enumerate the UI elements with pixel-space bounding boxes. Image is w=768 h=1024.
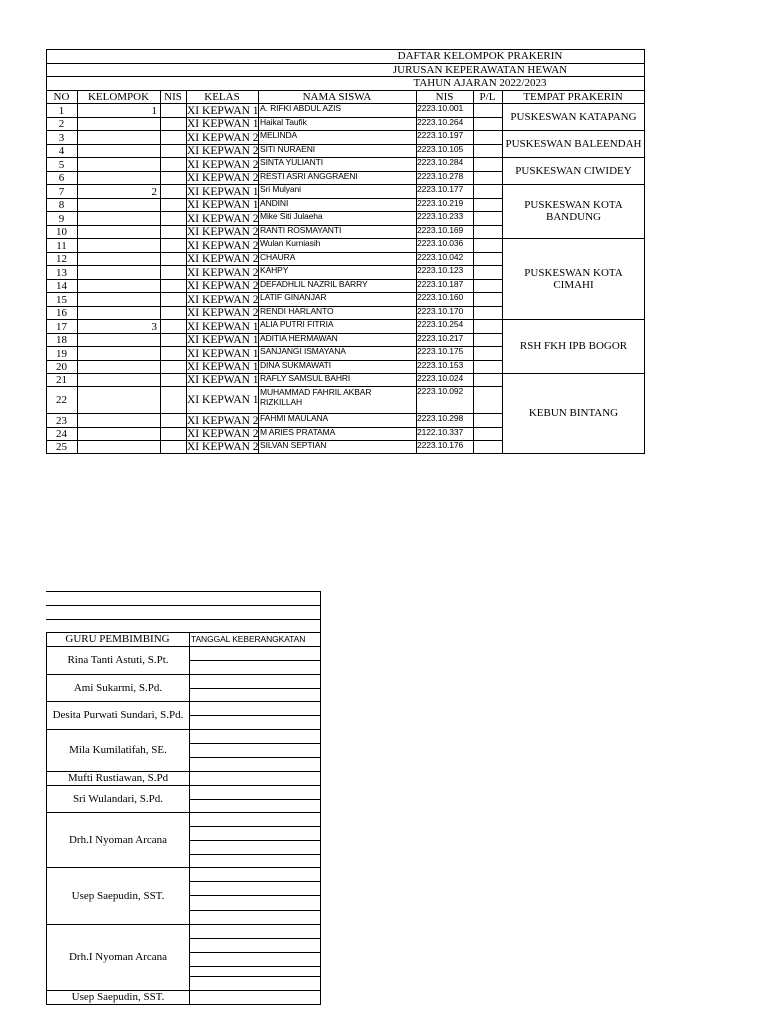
row-nis: 2223.10.233 xyxy=(417,211,464,221)
guru-name: Sri Wulandari, S.Pd. xyxy=(72,792,164,805)
row-no: 10 xyxy=(56,226,67,238)
grid-line xyxy=(644,49,645,454)
row-kelas: XI KEPWAN 1 xyxy=(187,118,259,130)
row-nama: Wulan Kurniasih xyxy=(260,238,321,248)
row-nama: KAHPY xyxy=(260,265,289,275)
row-nama: RENDI HARLANTO xyxy=(260,306,334,316)
row-nama: ADITIA HERMAWAN xyxy=(260,333,338,343)
row-nis: 2223.10.042 xyxy=(417,252,464,262)
row-nis: 2223.10.123 xyxy=(417,265,464,275)
row-kelas: XI KEPWAN 1 xyxy=(187,394,259,406)
grid-line xyxy=(46,591,321,592)
place-cell xyxy=(503,103,644,130)
guru-name: Mufti Rustiawan, S.Pd xyxy=(67,772,169,784)
row-kelas: XI KEPWAN 2 xyxy=(187,240,259,252)
row-no: 15 xyxy=(56,294,67,306)
guru-name: Drh.I Nyoman Arcana xyxy=(68,833,168,846)
row-kelas: XI KEPWAN 2 xyxy=(187,428,259,440)
row-nama: DINA SUKMAWATI xyxy=(260,360,332,370)
row-nis: 2223.10.264 xyxy=(417,117,464,127)
row-nis: 2223.10.176 xyxy=(417,440,464,450)
row-kelas: XI KEPWAN 1 xyxy=(187,348,259,360)
row-nama: Mike Siti Julaeha xyxy=(260,211,323,221)
row-no: 25 xyxy=(56,441,67,453)
guru-name: Drh.I Nyoman Arcana xyxy=(68,951,168,963)
row-nama: SANJANGI ISMAYANA xyxy=(260,346,346,356)
row-no: 4 xyxy=(58,145,65,157)
row-nis: 2223.10.187 xyxy=(417,279,464,289)
row-nis: 2223.10.177 xyxy=(417,184,464,194)
tanggal-header: TANGGAL KEBERANGKATAN xyxy=(191,634,306,644)
place-cell xyxy=(503,130,644,157)
row-nama: CHAURA xyxy=(260,252,296,262)
grid-line xyxy=(189,688,321,689)
row-no: 1 xyxy=(58,105,65,117)
row-nama: M ARIES PRATAMA xyxy=(260,427,336,437)
row-nama: MELINDA xyxy=(260,130,298,140)
row-kelas: XI KEPWAN 1 xyxy=(187,186,259,198)
row-no: 11 xyxy=(56,240,67,252)
row-nis: 2223.10.284 xyxy=(417,157,464,167)
row-no: 20 xyxy=(56,361,67,373)
row-no: 6 xyxy=(58,172,65,184)
row-kelas: XI KEPWAN 2 xyxy=(187,267,259,279)
grid-line xyxy=(189,799,321,800)
row-nis: 2223.10.278 xyxy=(417,171,464,181)
sheet-title: DAFTAR KELOMPOK PRAKERIN xyxy=(397,50,563,62)
row-kelas: XI KEPWAN 2 xyxy=(187,307,259,319)
row-kelas: XI KEPWAN 1 xyxy=(187,334,259,346)
grid-line xyxy=(46,453,503,454)
col-header-nama: NAMA SISWA xyxy=(302,91,372,103)
row-nis: 2223.10.105 xyxy=(417,144,464,154)
row-kelas: XI KEPWAN 2 xyxy=(187,159,259,171)
place-cell xyxy=(503,319,644,373)
grid-line xyxy=(189,952,321,953)
grid-line xyxy=(189,881,321,882)
row-nis: 2223.10.160 xyxy=(417,292,464,302)
col-header-kelompok: KELOMPOK xyxy=(87,91,150,103)
row-no: 19 xyxy=(56,348,67,360)
grid-line xyxy=(189,660,321,661)
row-kelas: XI KEPWAN 1 xyxy=(187,321,259,333)
grid-line xyxy=(46,76,645,77)
col-header-no: NO xyxy=(53,91,70,103)
guru-name: Mila Kumilatifah, SE. xyxy=(69,744,167,756)
grid-line xyxy=(189,826,321,827)
row-no: 18 xyxy=(56,334,67,346)
row-kelas: XI KEPWAN 2 xyxy=(187,415,259,427)
row-nama: RESTI ASRI ANGGRAENI xyxy=(260,171,358,181)
row-kelompok: 2 xyxy=(151,186,157,198)
place-name: PUSKESWAN KATAPANG xyxy=(510,110,637,123)
guru-name: Usep Saepudin, SST. xyxy=(71,991,165,1003)
row-no: 13 xyxy=(56,267,67,279)
row-nama: FAHMI MAULANA xyxy=(260,413,329,423)
row-nama: SILVAN SEPTIAN xyxy=(260,440,327,450)
row-no: 23 xyxy=(56,415,67,427)
row-kelas: XI KEPWAN 2 xyxy=(187,280,259,292)
grid-line xyxy=(189,966,321,967)
row-kelas: XI KEPWAN 2 xyxy=(187,226,259,238)
place-name: PUSKESWAN BALEENDAH xyxy=(505,137,642,150)
row-kelas: XI KEPWAN 2 xyxy=(187,213,259,225)
grid-line xyxy=(46,1004,321,1005)
row-kelas: XI KEPWAN 1 xyxy=(187,361,259,373)
row-kelas: XI KEPWAN 2 xyxy=(187,145,259,157)
row-nis: 2223.10.175 xyxy=(417,346,464,356)
place-name: RSH FKH IPB BOGOR xyxy=(519,340,628,352)
row-nama: RAFLY SAMSUL BAHRI xyxy=(260,373,351,383)
row-nis: 2223.10.024 xyxy=(417,373,464,383)
grid-line xyxy=(46,605,321,606)
row-no: 16 xyxy=(56,307,67,319)
row-nama: DEFADHLIL NAZRIL BARRY xyxy=(260,279,368,289)
row-nis: 2223.10.169 xyxy=(417,225,464,235)
col-header-pl: P/L xyxy=(479,91,496,103)
col-header-nis: NIS xyxy=(164,91,182,103)
guru-header: GURU PEMBIMBING xyxy=(65,633,170,645)
row-no: 5 xyxy=(58,159,65,171)
place-cell xyxy=(503,238,644,319)
grid-line xyxy=(189,976,321,977)
row-no: 2 xyxy=(58,118,65,130)
grid-line xyxy=(189,910,321,911)
row-no: 17 xyxy=(56,321,67,333)
row-nis: 2223.10.219 xyxy=(417,198,464,208)
sheet-subtitle-tahun: TAHUN AJARAN 2022/2023 xyxy=(413,77,547,89)
row-no: 12 xyxy=(56,253,67,265)
row-nama: MUHAMMAD FAHRIL AKBAR RIZKILLAH xyxy=(260,387,372,407)
row-nis: 2223.10.001 xyxy=(417,103,464,113)
row-nama: Sri Mulyani xyxy=(260,184,301,194)
row-kelas: XI KEPWAN 2 xyxy=(187,253,259,265)
row-nis: 2223.10.217 xyxy=(417,333,464,343)
row-nis: 2223.10.254 xyxy=(417,319,464,329)
row-nis: 2122.10.337 xyxy=(417,427,464,437)
row-kelas: XI KEPWAN 2 xyxy=(187,294,259,306)
place-name: PUSKESWAN KOTA BANDUNG xyxy=(524,199,623,223)
guru-name: Usep Saepudin, SST. xyxy=(71,889,165,902)
place-cell xyxy=(503,157,644,184)
guru-name: Rina Tanti Astuti, S.Pt. xyxy=(67,654,169,666)
row-kelompok: 3 xyxy=(151,321,157,333)
row-nama: ANDINI xyxy=(260,198,289,208)
row-nama: ALIA PUTRI FITRIA xyxy=(260,319,334,329)
place-name: PUSKESWAN KOTA CIMAHI xyxy=(524,266,623,291)
col-header-tempat: TEMPAT PRAKERIN xyxy=(523,91,623,103)
grid-line xyxy=(320,591,321,1005)
row-kelas: XI KEPWAN 2 xyxy=(187,441,259,453)
row-kelas: XI KEPWAN 2 xyxy=(187,172,259,184)
sheet-subtitle-jurusan: JURUSAN KEPERAWATAN HEWAN xyxy=(392,64,568,76)
row-no: 14 xyxy=(56,280,67,292)
row-nama: SITI NURAENI xyxy=(260,144,316,154)
row-nama: SINTA YULIANTI xyxy=(260,157,323,167)
row-kelas: XI KEPWAN 2 xyxy=(187,132,259,144)
row-nis: 2223.10.092 xyxy=(417,386,464,396)
grid-line xyxy=(46,619,321,620)
col-header-nis2: NIS xyxy=(435,91,454,103)
row-no: 7 xyxy=(58,186,65,198)
row-nama: Haikal Taufik xyxy=(260,117,307,127)
row-nis: 2223.10.153 xyxy=(417,360,464,370)
row-nama: RANTI ROSMAYANTI xyxy=(260,225,342,235)
grid-line xyxy=(189,895,321,896)
row-nama: A. RIFKI ABDUL AZIS xyxy=(260,103,341,113)
grid-line xyxy=(189,715,321,716)
grid-line xyxy=(189,757,321,758)
row-kelas: XI KEPWAN 1 xyxy=(187,199,259,211)
row-nama: LATIF GINANJAR xyxy=(260,292,327,302)
grid-line xyxy=(189,840,321,841)
row-nis: 2223.10.036 xyxy=(417,238,464,248)
guru-name: Desita Purwati Sundari, S.Pd. xyxy=(52,709,184,721)
row-kelas: XI KEPWAN 1 xyxy=(187,374,259,386)
row-no: 24 xyxy=(56,428,67,440)
row-no: 22 xyxy=(56,394,67,406)
grid-line xyxy=(189,743,321,744)
row-no: 8 xyxy=(58,199,65,211)
row-no: 3 xyxy=(58,132,65,144)
row-nis: 2223.10.170 xyxy=(417,306,464,316)
col-header-kelas: KELAS xyxy=(204,91,240,103)
row-nis: 2223.10.298 xyxy=(417,413,464,423)
place-cell xyxy=(503,373,644,453)
guru-name: Ami Sukarmi, S.Pd. xyxy=(73,681,163,694)
row-nis: 2223.10.197 xyxy=(417,130,464,140)
place-name: PUSKESWAN CIWIDEY xyxy=(515,164,632,177)
grid-line xyxy=(502,453,645,454)
place-name: KEBUN BINTANG xyxy=(528,407,619,419)
row-kelas: XI KEPWAN 1 xyxy=(187,105,259,117)
place-cell xyxy=(503,184,644,238)
grid-line xyxy=(189,854,321,855)
row-no: 21 xyxy=(56,374,67,386)
row-kelompok: 1 xyxy=(151,105,157,117)
row-no: 9 xyxy=(58,213,65,225)
grid-line xyxy=(189,938,321,939)
